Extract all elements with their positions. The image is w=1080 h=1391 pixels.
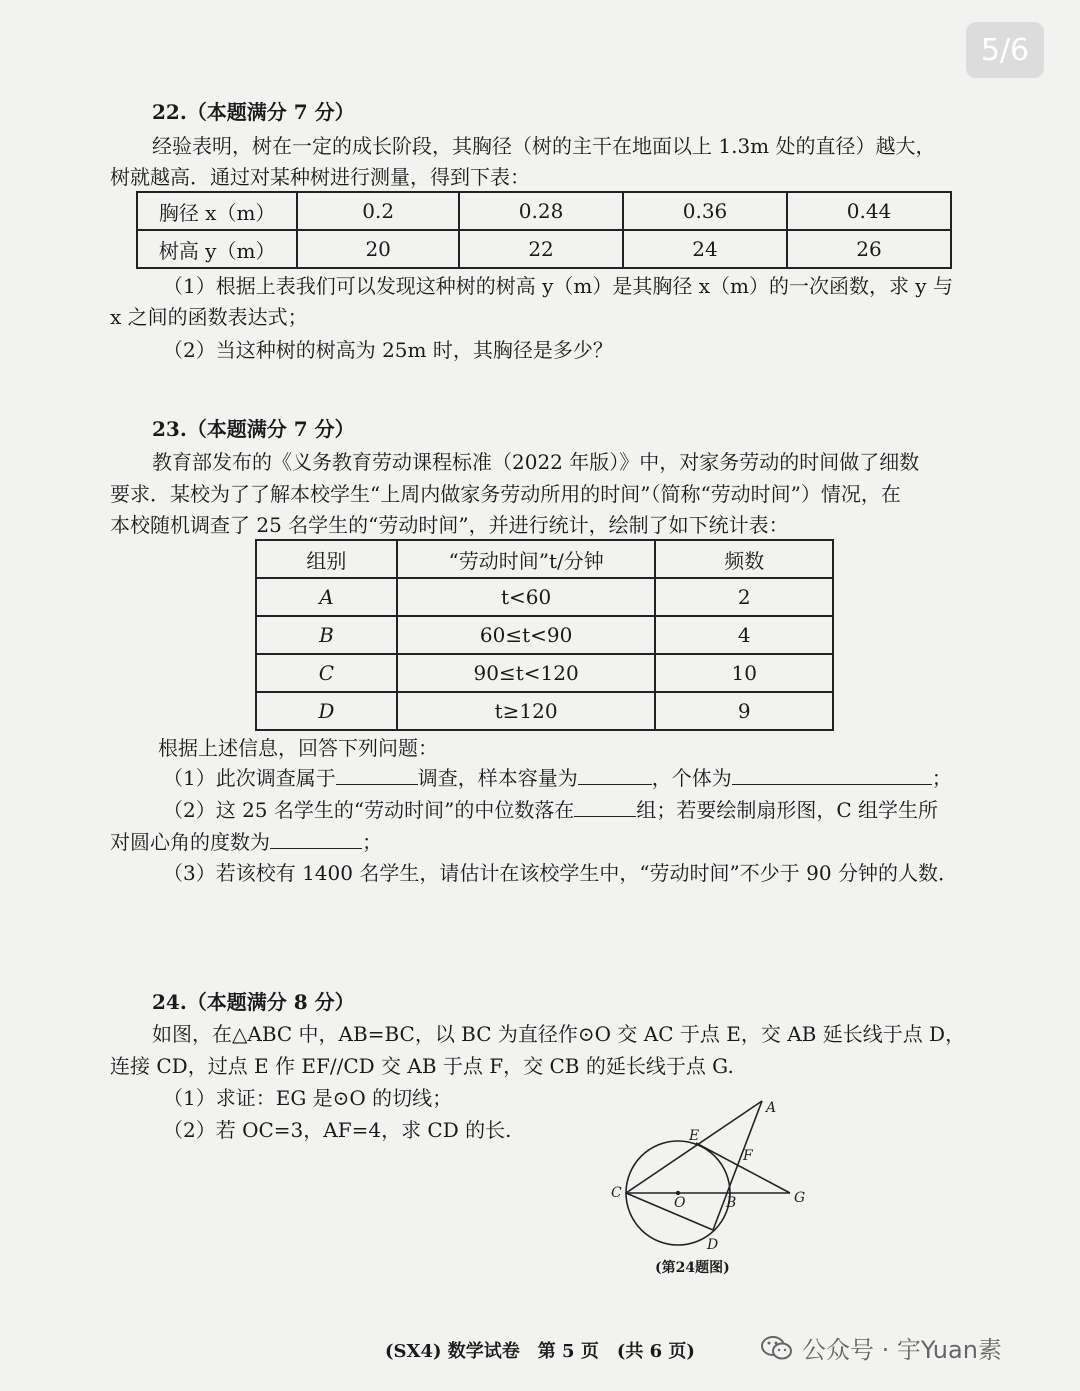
q22-sub1-line1: （1）根据上表我们可以发现这种树的树高 y（m）是其胸径 x（m）的一次函数，求 y 与 xyxy=(163,274,953,298)
table-header-cell: 组别 xyxy=(256,540,397,578)
q22-paragraph-line2: 树就越高．通过对某种树进行测量，得到下表： xyxy=(110,165,530,189)
table-cell: C xyxy=(256,654,397,692)
table-cell: D xyxy=(256,692,397,730)
table-cell: 9 xyxy=(655,692,833,730)
segment-ca xyxy=(626,1101,762,1193)
q23-sub1-text-a: （1）此次调查属于 xyxy=(163,766,336,790)
q23-table xyxy=(255,539,834,731)
answer-blank[interactable] xyxy=(270,830,362,849)
answer-blank[interactable] xyxy=(578,766,652,785)
page-indicator[interactable] xyxy=(966,22,1044,78)
q22-sub2: （2）当这种树的树高为 25m 时，其胸径是多少？ xyxy=(163,338,613,362)
table-cell: 0.44 xyxy=(787,192,951,230)
q23-paragraph-line3: 本校随机调查了 25 名学生的“劳动时间”，并进行统计，绘制了如下统计表： xyxy=(110,513,789,537)
q23-sub1-text-d: ； xyxy=(931,766,952,790)
label-e: E xyxy=(689,1128,700,1144)
q23-sub2-line2 xyxy=(110,830,382,854)
table-cell: 胸径 x（m） xyxy=(137,192,297,230)
answer-blank[interactable] xyxy=(336,766,418,785)
q23-sub1 xyxy=(163,766,952,790)
table-cell: 24 xyxy=(623,230,787,268)
q22-table xyxy=(136,191,952,269)
watermark-text: 公众号 · 宇Yuan素 xyxy=(802,1336,1002,1364)
label-g: G xyxy=(794,1190,806,1206)
table-cell: 4 xyxy=(655,616,833,654)
table-row xyxy=(256,654,833,692)
q24-heading: 24.（本题满分 8 分） xyxy=(152,990,355,1014)
q24-paragraph-line1: 如图，在△ABC 中，AB=BC，以 BC 为直径作⊙O 交 AC 于点 E，交 AB 延长线于点 D， xyxy=(152,1022,966,1046)
table-cell: 60≤t<90 xyxy=(397,616,656,654)
q24-geometry-figure xyxy=(600,1090,820,1250)
table-cell: 26 xyxy=(787,230,951,268)
table-cell: A xyxy=(256,578,397,616)
table-cell: 0.28 xyxy=(459,192,623,230)
page-indicator-text: 5/6 xyxy=(980,32,1030,68)
q24-sub2: （2）若 OC=3，AF=4，求 CD 的长. xyxy=(163,1118,512,1142)
table-cell: 0.36 xyxy=(623,192,787,230)
table-cell: t<60 xyxy=(397,578,656,616)
page-footer: (SX4) 数学试卷 第 5 页 (共 6 页) xyxy=(385,1341,695,1362)
label-c: C xyxy=(611,1185,622,1201)
q23-sub3: （3）若该校有 1400 名学生，请估计在该校学生中，“劳动时间”不少于 90 分钟的人数． xyxy=(163,861,958,885)
answer-blank[interactable] xyxy=(732,766,932,785)
wechat-icon xyxy=(760,1334,794,1362)
label-b: B xyxy=(726,1195,737,1211)
q23-sub2-text-a: （2）这 25 名学生的“劳动时间”的中位数落在 xyxy=(163,798,575,822)
table-header-row xyxy=(256,540,833,578)
figure-caption: (第24题图) xyxy=(655,1260,730,1276)
table-cell: B xyxy=(256,616,397,654)
q23-sub1-text-b: 调查，样本容量为 xyxy=(417,766,578,790)
table-cell: 0.2 xyxy=(297,192,459,230)
table-cell: 2 xyxy=(655,578,833,616)
q23-sub2-text-d: ； xyxy=(362,830,382,854)
label-o: O xyxy=(674,1195,686,1211)
q23-sub2-text-c: 对圆心角的度数为 xyxy=(110,830,270,854)
table-row xyxy=(256,616,833,654)
table-cell: 树高 y（m） xyxy=(137,230,297,268)
table-cell: 90≤t<120 xyxy=(397,654,656,692)
q23-heading: 23.（本题满分 7 分） xyxy=(152,417,355,441)
watermark xyxy=(760,1330,1002,1365)
q23-paragraph-line2: 要求．某校为了了解本校学生“上周内做家务劳动所用的时间”（简称“劳动时间”）情况，在 xyxy=(110,482,901,506)
label-f: F xyxy=(743,1148,753,1164)
q24-paragraph-line2: 连接 CD，过点 E 作 EF//CD 交 AB 于点 F，交 CB 的延长线于点 G. xyxy=(110,1054,734,1078)
label-a: A xyxy=(766,1100,777,1116)
q24-sub1: （1）求证：EG 是⊙O 的切线； xyxy=(163,1086,453,1110)
table-cell: 10 xyxy=(655,654,833,692)
table-row xyxy=(137,230,951,268)
table-header-cell: “劳动时间”t/分钟 xyxy=(397,540,656,578)
table-cell: t≥120 xyxy=(397,692,656,730)
q22-paragraph-line1: 经验表明，树在一定的成长阶段，其胸径（树的主干在地面以上 1.3m 处的直径）越大， xyxy=(152,134,936,158)
table-header-cell: 频数 xyxy=(655,540,833,578)
q23-paragraph-line1: 教育部发布的《义务教育劳动课程标准（2022 年版）》中，对家务劳动的时间做了细数 xyxy=(152,450,920,474)
q23-lead: 根据上述信息，回答下列问题： xyxy=(158,736,438,760)
segment-cd xyxy=(626,1193,713,1230)
table-cell: 22 xyxy=(459,230,623,268)
label-d: D xyxy=(707,1237,719,1250)
q22-sub1-line2: x 之间的函数表达式； xyxy=(110,305,308,329)
answer-blank[interactable] xyxy=(574,798,636,817)
q23-sub2-text-b: 组；若要绘制扇形图，C 组学生所 xyxy=(636,798,939,822)
q23-sub2-line1 xyxy=(163,798,938,822)
table-row xyxy=(256,578,833,616)
table-cell: 20 xyxy=(297,230,459,268)
table-row xyxy=(137,192,951,230)
q22-heading: 22.（本题满分 7 分） xyxy=(152,100,355,124)
table-row xyxy=(256,692,833,730)
q23-sub1-text-c: ，个体为 xyxy=(651,766,732,790)
